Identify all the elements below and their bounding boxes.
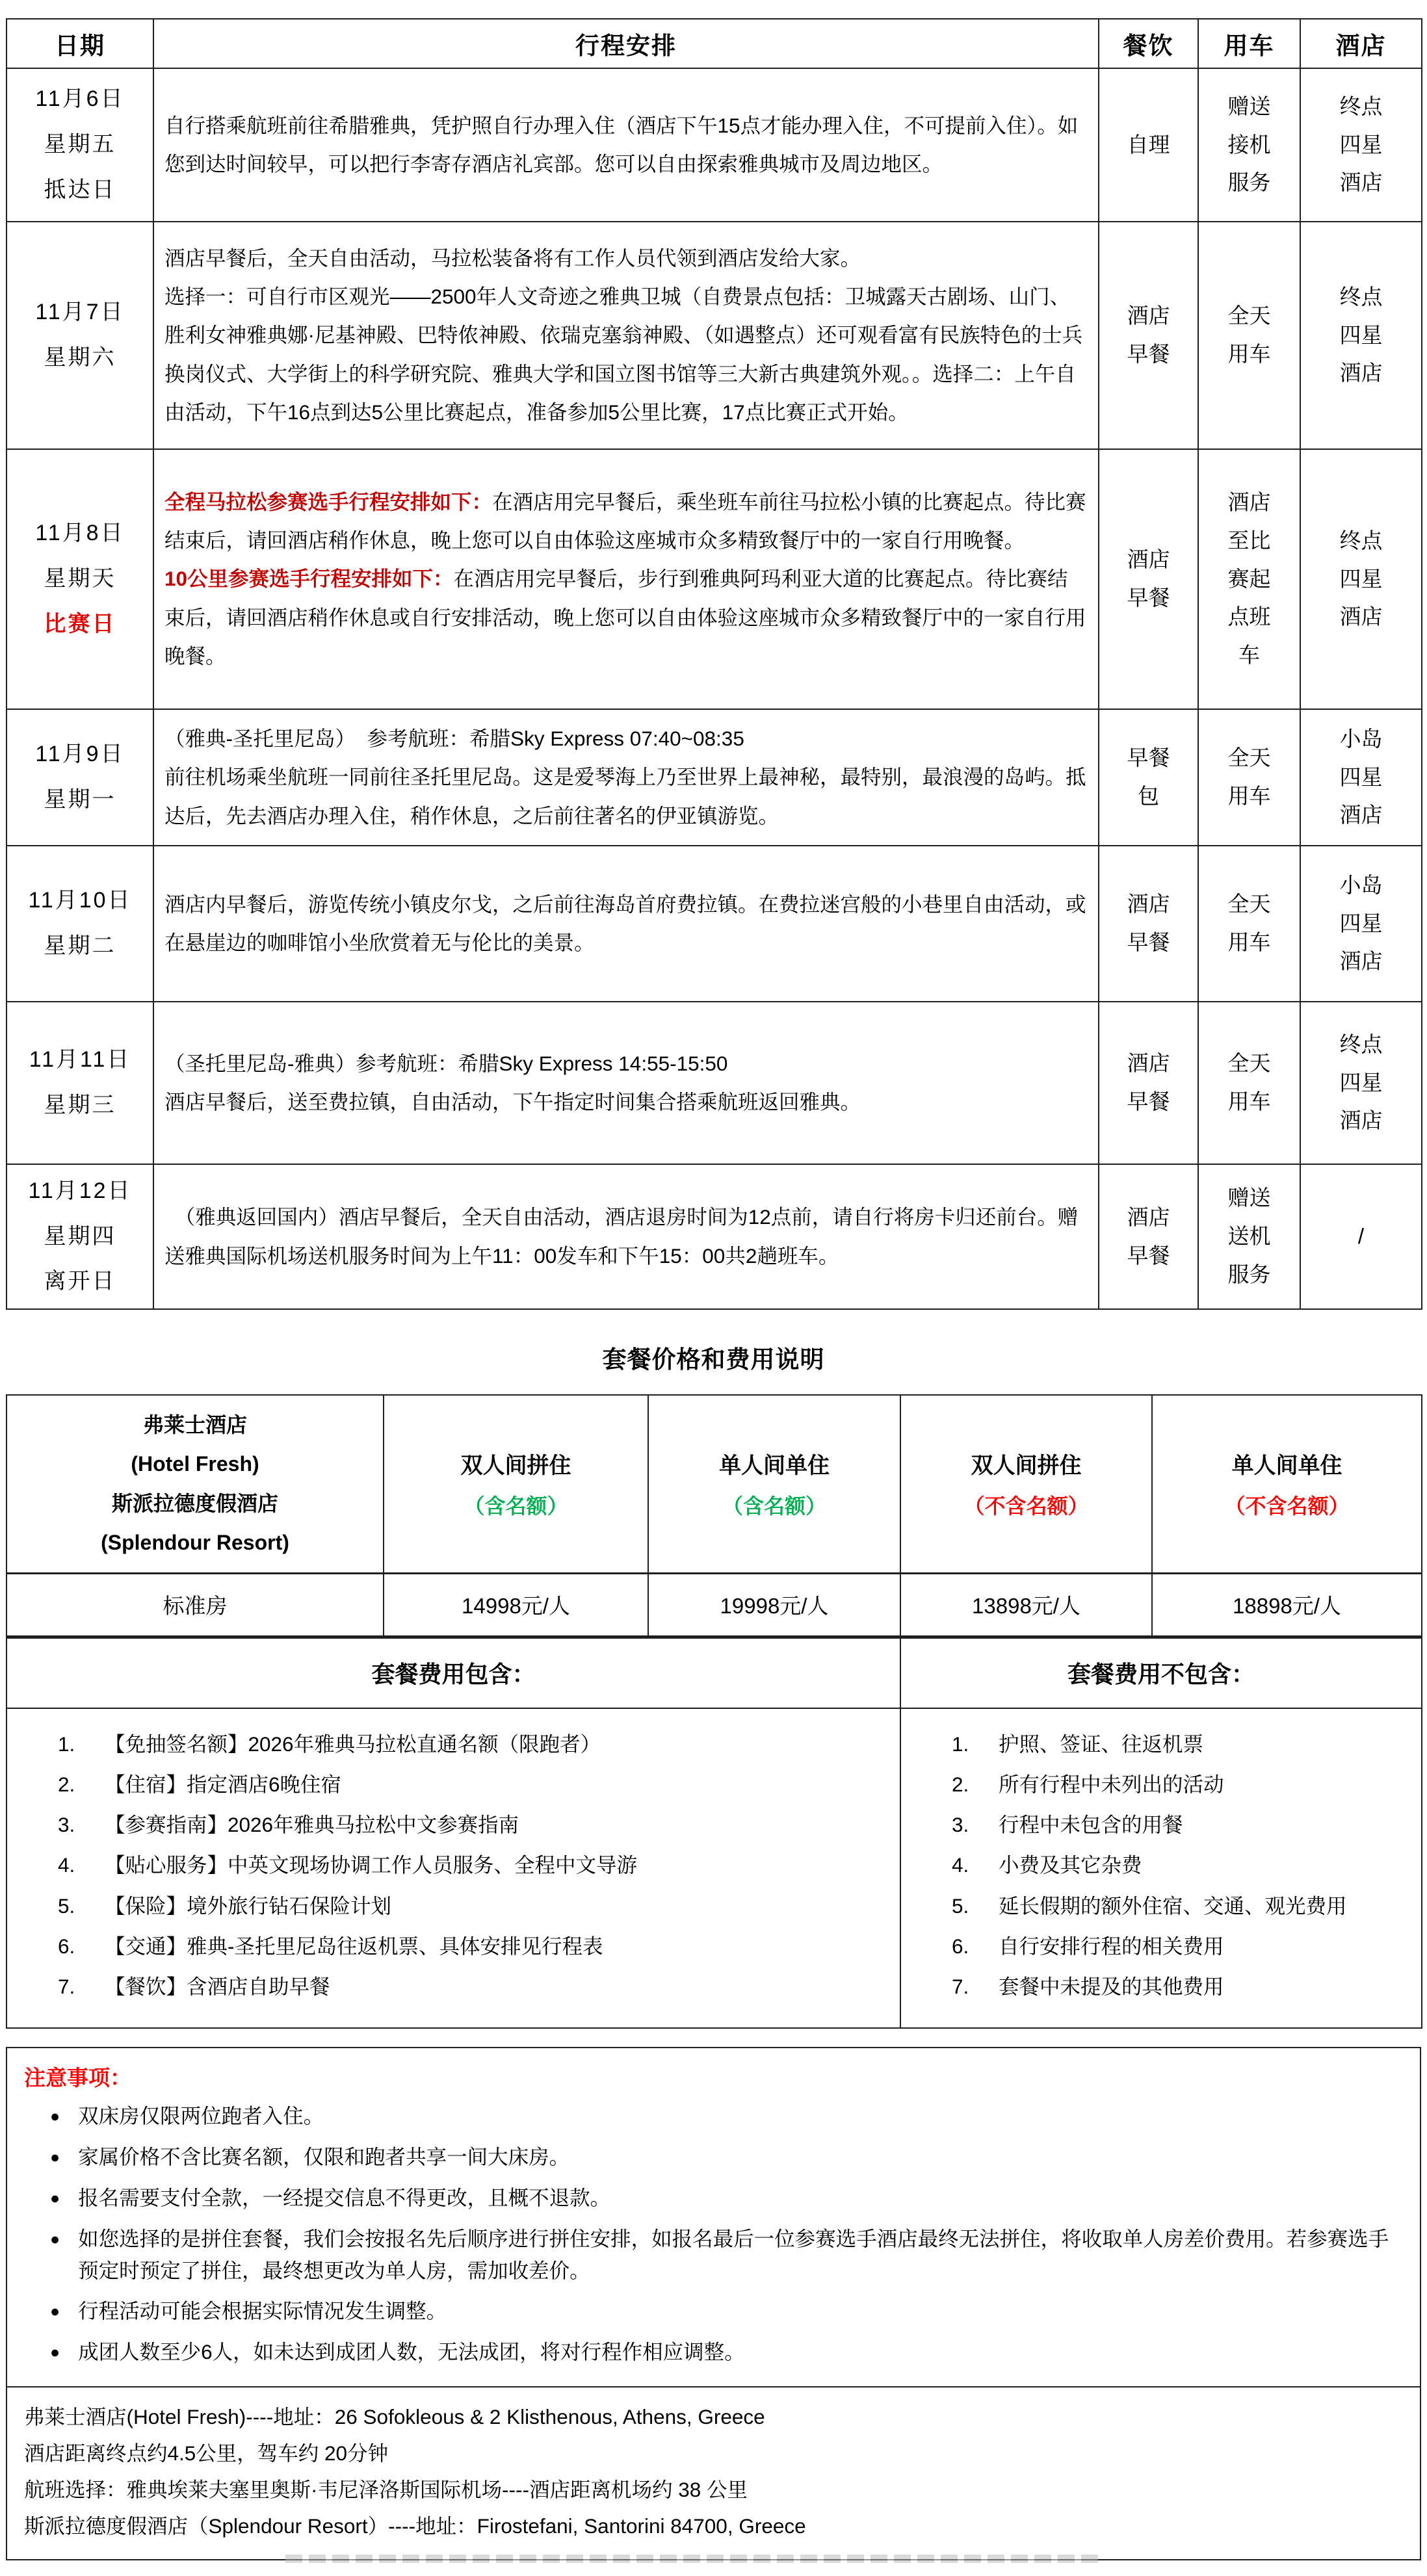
date-line: 11月12日 — [28, 1178, 132, 1203]
date-line: 11月8日 — [35, 521, 125, 546]
plan-cell — [153, 222, 1099, 449]
note-item — [24, 2141, 1403, 2174]
option-subtitle: （不含名额） — [1224, 1494, 1350, 1518]
meal-cell — [1099, 449, 1198, 709]
note-item — [24, 2182, 1403, 2215]
itinerary-row — [7, 222, 1422, 449]
included-fees-header: 套餐费用包含： — [7, 1637, 900, 1708]
hotel-cell — [1300, 1002, 1422, 1164]
plan-text: 在酒店用完早餐后，步行到雅典阿玛利亚大道的比赛起点。待比赛结束后，请回酒店稍作休息或自行安排活动，晚上您可以自由体验这座城市众多精致餐厅中的一家自行用晚餐。 — [164, 567, 1086, 668]
plan-cell — [153, 1002, 1099, 1164]
note-item — [24, 2336, 1403, 2369]
transport-cell-text: 赠送接机服务 — [1227, 94, 1271, 195]
plan-text: （雅典-圣托里尼岛） 参考航班：希腊Sky Express 07:40~08:35 — [164, 727, 744, 751]
room-option-header — [900, 1395, 1152, 1573]
excluded-item — [901, 1729, 1421, 1760]
hotel-names-cell — [7, 1395, 384, 1573]
note-text: 成团人数至少6人，如未达到成团人数，无法成团，将对行程作相应调整。 — [78, 2340, 745, 2363]
meal-cell — [1099, 1002, 1198, 1164]
item-text: 【免抽签名额】2026年雅典马拉松直通名额（限跑者） — [105, 1732, 601, 1756]
transport-cell — [1198, 709, 1300, 846]
cutoff-text-sliver — [285, 2555, 1098, 2563]
fees-header-row — [7, 1637, 1422, 1708]
hotel-cell — [1300, 449, 1422, 709]
item-number: 7. — [58, 1975, 75, 1999]
plan-paragraph — [164, 1198, 1088, 1275]
plan-paragraph — [164, 278, 1088, 432]
item-text: 【贴心服务】中英文现场协调工作人员服务、全程中文导游 — [105, 1853, 638, 1877]
date-line: 11月9日 — [35, 742, 125, 767]
item-text: 所有行程中未列出的活动 — [999, 1772, 1224, 1796]
pricing-table — [6, 1394, 1422, 2029]
date-cell — [7, 1164, 153, 1309]
plan-cell — [153, 846, 1099, 1002]
excluded-item — [901, 1850, 1421, 1880]
item-text: 套餐中未提及的其他费用 — [999, 1975, 1224, 1999]
item-number: 6. — [952, 1934, 969, 1958]
item-number: 4. — [952, 1853, 969, 1877]
included-item — [7, 1729, 900, 1760]
room-type-cell: 标准房 — [7, 1573, 384, 1637]
hotel-name-line: 弗莱士酒店 — [142, 1413, 247, 1437]
plan-text: 前往机场乘坐航班一同前往圣托里尼岛。这是爱琴海上乃至世界上最神秘，最特别，最浪漫的岛屿。抵达后，先去酒店办理入住，稍作休息，之后前往著名的伊亚镇游览。 — [164, 765, 1086, 827]
item-text: 小费及其它杂费 — [999, 1853, 1142, 1877]
date-cell — [7, 222, 153, 449]
plan-paragraph — [164, 239, 1088, 278]
note-text: 如您选择的是拼住套餐，我们会按报名先后顺序进行拼住安排，如报名最后一位参赛选手酒店最终无法拼住，将收取单人房差价费用。若参赛选手预定时预定了拼住，最终想更改为单人房，需加收差价。 — [78, 2227, 1389, 2283]
plan-highlight-text: 全程马拉松参赛选手行程安排如下： — [164, 489, 493, 514]
date-cell — [7, 1002, 153, 1164]
item-text: 【餐饮】含酒店自助早餐 — [105, 1975, 330, 1999]
plan-text: 酒店早餐后，送至费拉镇，自由活动，下午指定时间集合搭乘航班返回雅典。 — [164, 1090, 861, 1113]
date-line: 星期一 — [44, 787, 116, 812]
itinerary-row — [7, 1164, 1422, 1309]
date-cell — [7, 449, 153, 709]
note-item — [24, 2295, 1403, 2328]
address-line: 酒店距离终点约4.5公里，驾车约 20分钟 — [24, 2441, 389, 2465]
item-number: 1. — [58, 1732, 75, 1756]
note-text: 报名需要支付全款，一经提交信息不得更改，且概不退款。 — [78, 2186, 611, 2210]
date-line: 星期天 — [44, 566, 116, 592]
item-number: 3. — [952, 1813, 969, 1837]
hotel-cell-text: 终点四星酒店 — [1339, 94, 1383, 195]
plan-cell — [153, 449, 1099, 709]
transport-cell — [1198, 1002, 1300, 1164]
included-item — [7, 1850, 900, 1880]
item-text: 延长假期的额外住宿、交通、观光费用 — [999, 1893, 1347, 1918]
item-number: 3. — [58, 1813, 75, 1837]
bullet-icon: ● — [50, 2148, 60, 2167]
plan-paragraph — [164, 1083, 1088, 1121]
included-item — [7, 1769, 900, 1800]
item-number: 2. — [58, 1772, 75, 1796]
date-cell — [7, 846, 153, 1002]
col-header-transport: 用车 — [1198, 19, 1300, 68]
note-text: 行程活动可能会根据实际情况发生调整。 — [78, 2299, 447, 2322]
excluded-fees-header: 套餐费用不包含： — [900, 1637, 1422, 1708]
date-line: 星期五 — [44, 132, 116, 157]
plan-paragraph — [164, 720, 1088, 758]
hotel-cell-text: 终点四星酒店 — [1339, 528, 1383, 629]
item-text: 【保险】境外旅行钻石保险计划 — [105, 1893, 392, 1918]
plan-text: 自行搭乘航班前往希腊雅典，凭护照自行办理入住（酒店下午15点才能办理入住，不可提前入住）。如您到达时间较早，可以把行李寄存酒店礼宾部。您可以自由探索雅典城市及周边地区。 — [164, 113, 1079, 176]
address-line: 弗莱士酒店(Hotel Fresh)----地址：26 Sofokleous & 2 Klisthenous, Athens, Greece — [24, 2405, 765, 2428]
hotel-cell-text: 小岛四星酒店 — [1339, 726, 1383, 827]
plan-paragraph — [164, 758, 1088, 835]
transport-cell-text: 全天用车 — [1227, 892, 1271, 954]
included-fees-list — [7, 1708, 900, 2029]
room-option-header — [1152, 1395, 1422, 1573]
plan-text: （圣托里尼岛-雅典）参考航班：希腊Sky Express 14:55-15:50 — [164, 1051, 728, 1075]
included-item — [7, 1810, 900, 1840]
option-subtitle: （含名额） — [722, 1494, 826, 1518]
transport-cell — [1198, 68, 1300, 222]
pricing-value-row — [7, 1573, 1422, 1637]
meal-cell-text: 酒店早餐 — [1127, 547, 1170, 610]
col-header-hotel: 酒店 — [1300, 19, 1422, 68]
included-item — [7, 1931, 900, 1962]
excluded-item — [901, 1891, 1421, 1921]
meal-cell — [1099, 1164, 1198, 1309]
item-text: 护照、签证、往返机票 — [999, 1732, 1204, 1756]
transport-cell-text: 赠送送机服务 — [1227, 1186, 1271, 1286]
hotel-cell-text: 终点四星酒店 — [1339, 1032, 1383, 1133]
transport-cell-text: 全天用车 — [1227, 304, 1271, 366]
note-text: 双床房仅限两位跑者入住。 — [78, 2104, 324, 2128]
bullet-icon: ● — [50, 2230, 60, 2249]
hotel-cell — [1300, 222, 1422, 449]
plan-cell — [153, 1164, 1099, 1309]
bullet-icon: ● — [50, 2189, 60, 2208]
meal-cell-text: 早餐包 — [1127, 746, 1170, 808]
plan-text: 酒店内早餐后，游览传统小镇皮尔戈，之后前往海岛首府费拉镇。在费拉迷宫般的小巷里自由活动，或在悬崖边的咖啡馆小坐欣赏着无与伦比的美景。 — [164, 892, 1086, 954]
item-number: 5. — [952, 1893, 969, 1918]
date-line: 星期六 — [44, 345, 116, 370]
meal-cell — [1099, 709, 1198, 846]
bullet-icon: ● — [50, 2107, 60, 2126]
item-number: 4. — [58, 1853, 75, 1877]
item-text: 【参赛指南】2026年雅典马拉松中文参赛指南 — [105, 1813, 519, 1837]
plan-text: 在酒店用完早餐后，乘坐班车前往马拉松小镇的比赛起点。待比赛结束后，请回酒店稍作休息，晚上您可以自由体验这座城市众多精致餐厅中的一家自行用晚餐。 — [164, 489, 1086, 553]
hotel-cell — [1300, 68, 1422, 222]
hotel-name-line: (Hotel Fresh) — [131, 1452, 259, 1476]
race-day-label: 比赛日 — [44, 611, 116, 636]
plan-paragraph — [164, 1045, 1088, 1083]
transport-cell — [1198, 449, 1300, 709]
itinerary-row — [7, 846, 1422, 1002]
excluded-item — [901, 1769, 1421, 1800]
itinerary-header-row — [7, 19, 1422, 68]
date-cell — [7, 709, 153, 846]
hotel-cell-text: / — [1357, 1224, 1365, 1249]
bullet-icon: ● — [50, 2343, 60, 2361]
plan-text: （雅典返回国内）酒店早餐后，全天自由活动，酒店退房时间为12点前，请自行将房卡归还前台。赠送雅典国际机场送机服务时间为上午11：00发车和下午15：00共2趟班车。 — [164, 1205, 1079, 1268]
plan-text: 酒店早餐后，全天自由活动，马拉松装备将有工作人员代领到酒店发给大家。 — [164, 246, 861, 270]
col-header-meal: 餐饮 — [1099, 19, 1198, 68]
item-text: 【交通】雅典-圣托里尼岛往返机票、具体安排见行程表 — [105, 1934, 603, 1958]
date-line: 星期二 — [44, 933, 116, 958]
excluded-item — [901, 1971, 1421, 2002]
price-cell: 18898元/人 — [1152, 1573, 1422, 1637]
transport-cell — [1198, 222, 1300, 449]
col-header-plan: 行程安排 — [153, 19, 1099, 68]
plan-paragraph — [164, 885, 1088, 962]
transport-cell-text: 酒店至比赛起点班车 — [1227, 490, 1271, 668]
hotel-cell — [1300, 846, 1422, 1002]
item-text: 【住宿】指定酒店6晚住宿 — [105, 1772, 342, 1796]
option-title: 单人间单住 — [1231, 1453, 1342, 1479]
item-number: 7. — [952, 1975, 969, 1999]
note-text: 家属价格不含比赛名额，仅限和跑者共享一间大床房。 — [78, 2145, 570, 2169]
plan-cell — [153, 709, 1099, 846]
item-number: 2. — [952, 1772, 969, 1796]
hotel-name-line: (Splendour Resort) — [101, 1531, 289, 1555]
meal-cell — [1099, 222, 1198, 449]
item-number: 5. — [58, 1893, 75, 1918]
notes-box — [6, 2047, 1421, 2387]
option-subtitle: （含名额） — [464, 1494, 568, 1518]
note-item — [24, 2100, 1403, 2133]
hotel-address-box — [6, 2387, 1421, 2560]
option-title: 双人间拼住 — [971, 1453, 1082, 1479]
meal-cell — [1099, 846, 1198, 1002]
plan-paragraph — [164, 483, 1088, 560]
price-cell: 19998元/人 — [648, 1573, 900, 1637]
included-item — [7, 1971, 900, 2002]
meal-cell-text: 自理 — [1127, 132, 1170, 157]
transport-cell — [1198, 1164, 1300, 1309]
date-line: 11月7日 — [35, 300, 125, 325]
col-header-date: 日期 — [7, 19, 153, 68]
excluded-item — [901, 1810, 1421, 1840]
date-line: 离开日 — [44, 1269, 116, 1294]
date-line: 抵达日 — [44, 177, 116, 202]
meal-cell-text: 酒店早餐 — [1127, 304, 1170, 366]
date-line: 星期四 — [44, 1223, 116, 1249]
hotel-cell — [1300, 1164, 1422, 1309]
transport-cell — [1198, 846, 1300, 1002]
hotel-cell-text: 小岛四星酒店 — [1339, 872, 1383, 974]
date-line: 星期三 — [44, 1093, 116, 1117]
plan-highlight-text: 10公里参赛选手行程安排如下： — [164, 567, 454, 591]
plan-text: 选择一：可自行市区观光——2500年人文奇迹之雅典卫城（自费景点包括：卫城露天古剧场、山门、胜利女神雅典娜·尼基神殿、巴特侬神殿、依瑞克塞翁神殿、（如遇整点）还可观看富有民族特色的士兵换岗仪式、大学街上的科学研究院、雅典大学和国立图书馆等三大新古典建筑外观。。选择二：上午自由活动，下午16点到达5公里比赛起点，准备参加5公里比赛，17点比赛正式开始。 — [164, 285, 1083, 424]
item-number: 6. — [58, 1934, 75, 1958]
price-cell: 13898元/人 — [900, 1573, 1152, 1637]
note-item — [24, 2223, 1403, 2287]
hotel-cell — [1300, 709, 1422, 846]
date-line: 11月11日 — [29, 1047, 131, 1073]
itinerary-table — [6, 18, 1422, 1310]
option-subtitle: （不含名额） — [963, 1494, 1089, 1518]
date-line: 11月6日 — [35, 86, 125, 112]
plan-cell — [153, 68, 1099, 222]
item-text: 行程中未包含的用餐 — [999, 1813, 1183, 1837]
address-line: 斯派拉德度假酒店（Splendour Resort）----地址：Firostefani, Santorini 84700, Greece — [24, 2514, 806, 2538]
bullet-icon: ● — [50, 2302, 60, 2321]
item-number: 1. — [952, 1732, 969, 1756]
option-title: 双人间拼住 — [460, 1453, 571, 1479]
notes-list — [24, 2100, 1403, 2369]
item-text: 自行安排行程的相关费用 — [999, 1934, 1224, 1958]
meal-cell-text: 酒店早餐 — [1127, 892, 1170, 954]
meal-cell-text: 酒店早餐 — [1127, 1051, 1170, 1113]
meal-cell — [1099, 68, 1198, 222]
plan-paragraph — [164, 107, 1088, 183]
itinerary-row — [7, 709, 1422, 846]
room-option-header — [384, 1395, 648, 1573]
hotel-name-line: 斯派拉德度假酒店 — [111, 1491, 278, 1515]
date-line: 11月10日 — [28, 888, 132, 913]
excluded-item — [901, 1931, 1421, 1962]
transport-cell-text: 全天用车 — [1227, 746, 1271, 808]
itinerary-row — [7, 1002, 1422, 1164]
hotel-cell-text: 终点四星酒店 — [1339, 284, 1383, 385]
pricing-header-row — [7, 1395, 1422, 1573]
notes-title: 注意事项： — [24, 2066, 131, 2090]
meal-cell-text: 酒店早餐 — [1127, 1204, 1170, 1268]
date-cell — [7, 68, 153, 222]
plan-paragraph — [164, 560, 1088, 675]
included-item — [7, 1891, 900, 1921]
room-option-header — [648, 1395, 900, 1573]
price-cell: 14998元/人 — [384, 1573, 648, 1637]
option-title: 单人间单住 — [719, 1453, 830, 1479]
itinerary-row — [7, 68, 1422, 222]
pricing-section-title: 套餐价格和费用说明 — [602, 1346, 825, 1373]
itinerary-row — [7, 449, 1422, 709]
excluded-fees-list — [900, 1708, 1422, 2029]
transport-cell-text: 全天用车 — [1227, 1051, 1271, 1113]
address-line: 航班选择：雅典埃莱夫塞里奥斯·韦尼泽洛斯国际机场----酒店距离机场约 38 公里 — [24, 2477, 748, 2501]
fees-list-row — [7, 1708, 1422, 2029]
